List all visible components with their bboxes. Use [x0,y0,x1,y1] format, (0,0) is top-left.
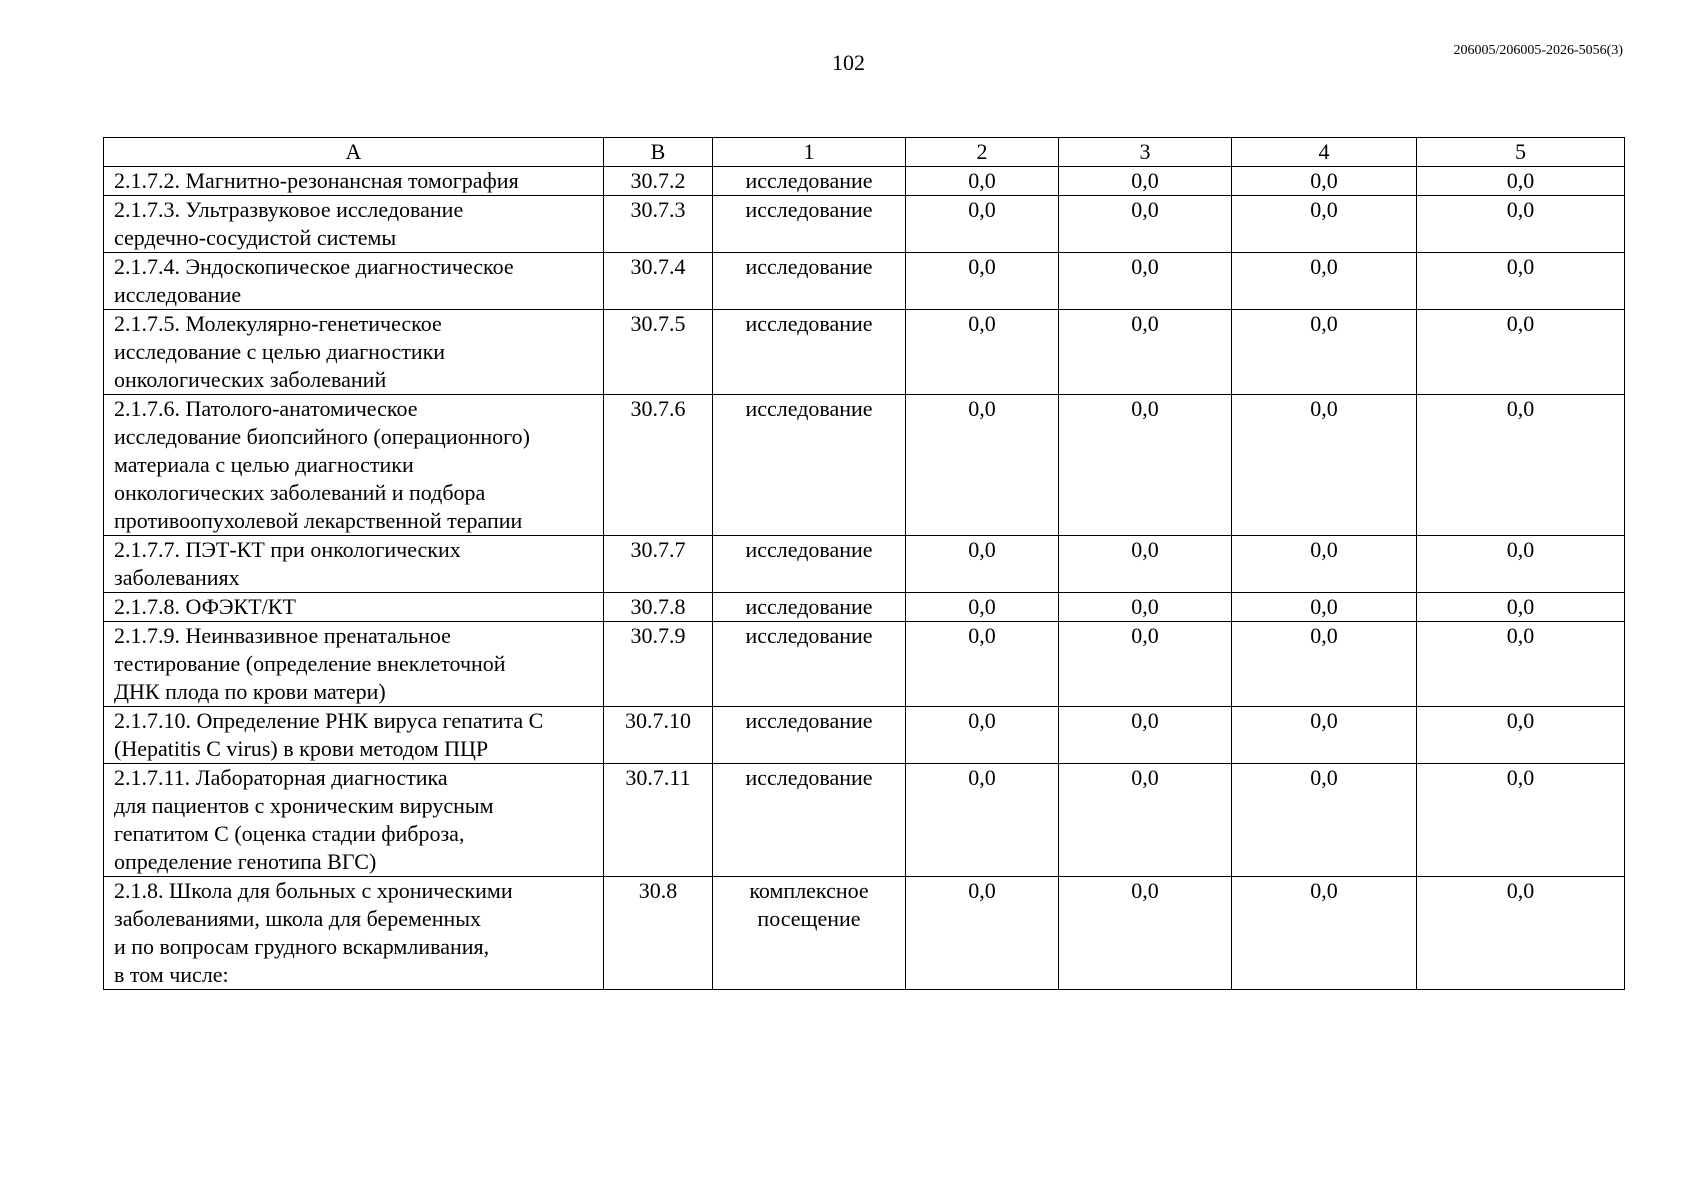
document-id: 206005/206005-2026-5056(3) [1453,43,1623,58]
row-name-cell: 2.1.7.8. ОФЭКТ/КТ [104,593,604,622]
table-row [104,707,1625,764]
row-value-5-cell: 0,0 [1417,622,1625,707]
column-header-5: 5 [1417,138,1625,167]
row-value-3-cell: 0,0 [1059,877,1232,990]
row-value-5-cell: 0,0 [1417,167,1625,196]
row-code-cell: 30.7.6 [604,395,713,536]
table-row [104,310,1625,395]
column-header-b: B [604,138,713,167]
row-value-4-cell: 0,0 [1232,395,1417,536]
row-value-3-cell: 0,0 [1059,310,1232,395]
row-value-3-cell: 0,0 [1059,167,1232,196]
table-row [104,622,1625,707]
row-code-cell: 30.7.9 [604,622,713,707]
row-name-cell: 2.1.7.6. Патолого-анатомическое исследование биопсийного (операционного) материала с целью диагностики онкологических заболеваний и подбора противоопухолевой лекарственной терапии [104,395,604,536]
table-row [104,196,1625,253]
column-header-1: 1 [713,138,906,167]
page-number: 102 [832,50,865,75]
table-row [104,253,1625,310]
row-value-4-cell: 0,0 [1232,196,1417,253]
row-value-5-cell: 0,0 [1417,395,1625,536]
row-code-cell: 30.7.5 [604,310,713,395]
row-code-cell: 30.7.11 [604,764,713,877]
row-name-cell: 2.1.8. Школа для больных с хроническими заболеваниями, школа для беременных и по вопросам грудного вскармливания, в том числе: [104,877,604,990]
row-unit-cell: исследование [713,310,906,395]
row-name-cell: 2.1.7.7. ПЭТ-КТ при онкологических заболеваниях [104,536,604,593]
row-value-5-cell: 0,0 [1417,536,1625,593]
row-value-4-cell: 0,0 [1232,536,1417,593]
row-value-2-cell: 0,0 [906,395,1059,536]
row-code-cell: 30.7.10 [604,707,713,764]
row-unit-cell: исследование [713,764,906,877]
row-name-cell: 2.1.7.4. Эндоскопическое диагностическое исследование [104,253,604,310]
table-row [104,764,1625,877]
table-body [104,167,1625,990]
row-value-2-cell: 0,0 [906,167,1059,196]
row-unit-cell: исследование [713,196,906,253]
row-code-cell: 30.7.2 [604,167,713,196]
row-unit-cell: исследование [713,593,906,622]
row-unit-cell: комплексное посещение [713,877,906,990]
column-header-3: 3 [1059,138,1232,167]
row-code-cell: 30.7.7 [604,536,713,593]
row-value-2-cell: 0,0 [906,310,1059,395]
row-value-2-cell: 0,0 [906,707,1059,764]
row-code-cell: 30.7.3 [604,196,713,253]
row-name-cell: 2.1.7.9. Неинвазивное пренатальное тестирование (определение внеклеточной ДНК плода по крови матери) [104,622,604,707]
table-row [104,593,1625,622]
row-code-cell: 30.7.4 [604,253,713,310]
row-value-4-cell: 0,0 [1232,253,1417,310]
row-unit-cell: исследование [713,707,906,764]
row-name-cell: 2.1.7.5. Молекулярно-генетическое исследование с целью диагностики онкологических заболеваний [104,310,604,395]
row-value-3-cell: 0,0 [1059,196,1232,253]
row-value-3-cell: 0,0 [1059,536,1232,593]
row-value-2-cell: 0,0 [906,877,1059,990]
row-value-3-cell: 0,0 [1059,395,1232,536]
row-unit-cell: исследование [713,253,906,310]
data-table [103,137,1625,990]
row-code-cell: 30.7.8 [604,593,713,622]
row-unit-cell: исследование [713,536,906,593]
row-name-cell: 2.1.7.11. Лабораторная диагностика для пациентов с хроническим вирусным гепатитом С (оценка стадии фиброза, определение генотипа ВГС) [104,764,604,877]
row-value-5-cell: 0,0 [1417,196,1625,253]
row-value-2-cell: 0,0 [906,196,1059,253]
row-value-5-cell: 0,0 [1417,764,1625,877]
row-value-3-cell: 0,0 [1059,622,1232,707]
row-name-cell: 2.1.7.10. Определение РНК вируса гепатита С (Hepatitis C virus) в крови методом ПЦР [104,707,604,764]
row-value-5-cell: 0,0 [1417,593,1625,622]
table-row [104,877,1625,990]
row-value-5-cell: 0,0 [1417,253,1625,310]
row-unit-cell: исследование [713,622,906,707]
row-value-2-cell: 0,0 [906,593,1059,622]
row-value-2-cell: 0,0 [906,253,1059,310]
row-value-3-cell: 0,0 [1059,593,1232,622]
row-value-4-cell: 0,0 [1232,707,1417,764]
row-value-5-cell: 0,0 [1417,310,1625,395]
row-value-4-cell: 0,0 [1232,593,1417,622]
row-code-cell: 30.8 [604,877,713,990]
row-value-2-cell: 0,0 [906,764,1059,877]
row-value-4-cell: 0,0 [1232,310,1417,395]
column-header-4: 4 [1232,138,1417,167]
row-value-3-cell: 0,0 [1059,764,1232,877]
table-row [104,395,1625,536]
row-value-2-cell: 0,0 [906,622,1059,707]
row-value-3-cell: 0,0 [1059,707,1232,764]
row-unit-cell: исследование [713,167,906,196]
row-value-4-cell: 0,0 [1232,622,1417,707]
row-value-5-cell: 0,0 [1417,877,1625,990]
row-value-4-cell: 0,0 [1232,877,1417,990]
column-header-a: A [104,138,604,167]
column-header-2: 2 [906,138,1059,167]
row-value-4-cell: 0,0 [1232,167,1417,196]
row-name-cell: 2.1.7.3. Ультразвуковое исследование сердечно-сосудистой системы [104,196,604,253]
row-value-2-cell: 0,0 [906,536,1059,593]
row-unit-cell: исследование [713,395,906,536]
row-value-4-cell: 0,0 [1232,764,1417,877]
table-header-row [104,138,1625,167]
row-value-3-cell: 0,0 [1059,253,1232,310]
row-name-cell: 2.1.7.2. Магнитно-резонансная томография [104,167,604,196]
table-row [104,536,1625,593]
table-row [104,167,1625,196]
row-value-5-cell: 0,0 [1417,707,1625,764]
